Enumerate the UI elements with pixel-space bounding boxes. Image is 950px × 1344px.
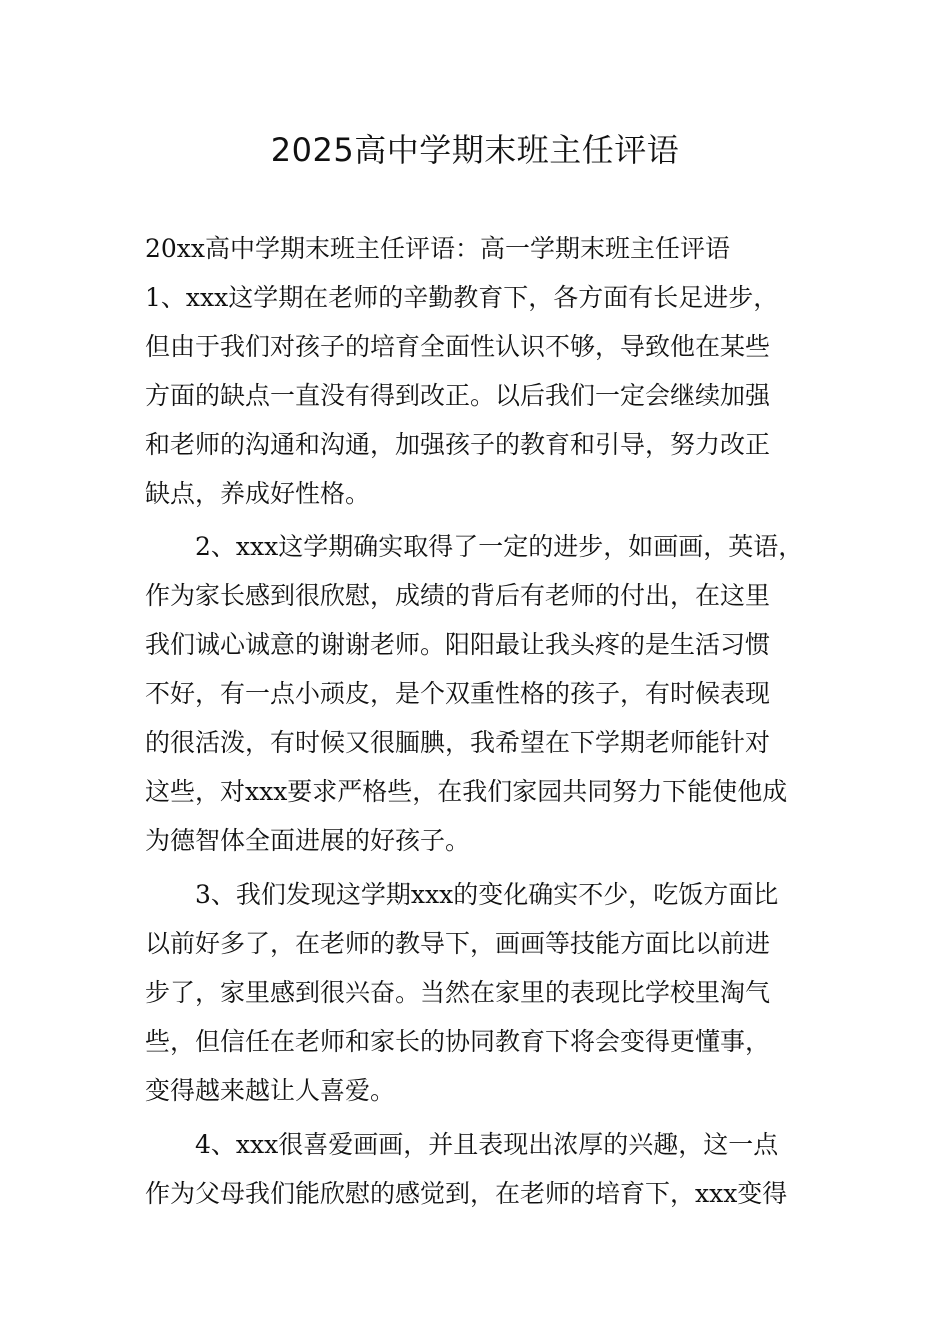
- text-line: 不好，有一点小顽皮，是个双重性格的孩子，有时候表现: [145, 679, 771, 708]
- text-line: 些，但信任在老师和家长的协同教育下将会变得更懂事，: [145, 1027, 771, 1056]
- text-line: 我们诚心诚意的谢谢老师。阳阳最让我头疼的是生活习惯: [145, 630, 771, 659]
- text-line: 作为家长感到很欣慰，成绩的背后有老师的付出，在这里: [145, 581, 771, 610]
- text-line: 这些，对xxx要求严格些，在我们家园共同努力下能使他成: [145, 777, 788, 806]
- text-line: 4、xxx很喜爱画画，并且表现出浓厚的兴趣，这一点: [195, 1130, 779, 1159]
- text-line: 但由于我们对孩子的培育全面性认识不够，导致他在某些: [145, 332, 771, 361]
- text-line: 和老师的沟通和沟通，加强孩子的教育和引导，努力改正: [145, 430, 771, 459]
- text-line: 变得越来越让人喜爱。: [145, 1076, 396, 1105]
- text-line: 2、xxx这学期确实取得了一定的进步，如画画，英语，: [195, 532, 804, 561]
- document-title: 2025高中学期末班主任评语: [270, 131, 680, 169]
- text-line: 的很活泼，有时候又很腼腆，我希望在下学期老师能针对: [145, 728, 771, 757]
- text-line: 1、xxx这学期在老师的辛勤教育下，各方面有长足进步，: [145, 283, 779, 312]
- text-line: 方面的缺点一直没有得到改正。以后我们一定会继续加强: [145, 381, 771, 410]
- text-line: 20xx高中学期末班主任评语：高一学期末班主任评语: [145, 234, 731, 263]
- text-line: 为德智体全面进展的好孩子。: [145, 826, 471, 855]
- text-line: 缺点，养成好性格。: [145, 479, 371, 508]
- text-line: 步了，家里感到很兴奋。当然在家里的表现比学校里淘气: [145, 978, 771, 1007]
- text-line: 作为父母我们能欣慰的感觉到，在老师的培育下，xxx变得: [145, 1179, 788, 1208]
- text-line: 3、我们发现这学期xxx的变化确实不少，吃饭方面比: [195, 880, 779, 909]
- text-line: 以前好多了，在老师的教导下，画画等技能方面比以前进: [145, 929, 771, 958]
